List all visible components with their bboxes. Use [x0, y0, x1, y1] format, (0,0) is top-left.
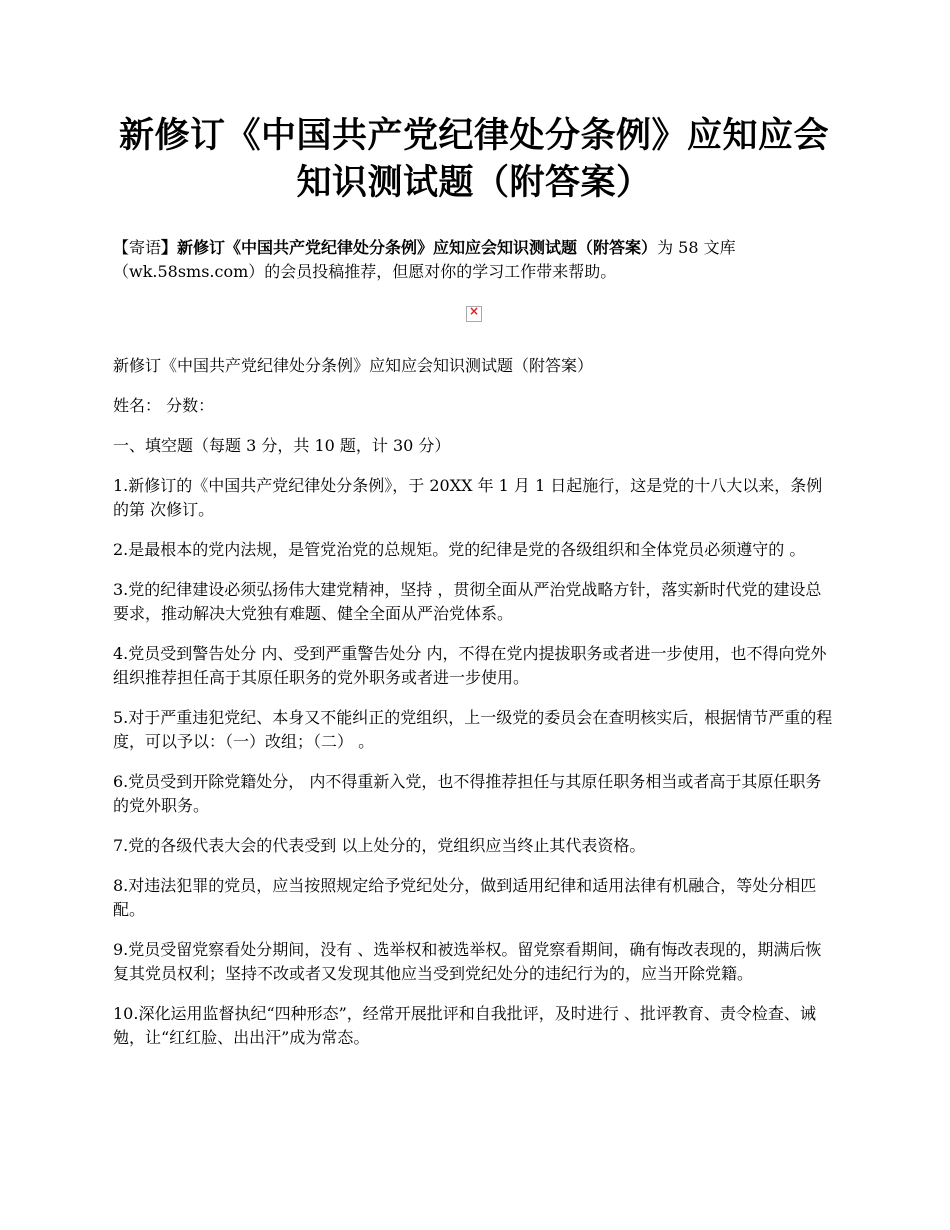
intro-label: 寄语 [129, 238, 162, 257]
intro-text: 为 58 文库（wk.58sms.com）的会员投稿推荐，但愿对你的学习工作带来帮助。 [113, 238, 736, 281]
question-1: 1.新修订的《中国共产党纪律处分条例》，于 20XX 年 1 月 1 日起施行，这是党的十八大以来，条例的第 次修订。 [113, 476, 823, 519]
subtitle: 新修订《中国共产党纪律处分条例》应知应会知识测试题（附答案） [113, 356, 594, 375]
question-7: 7.党的各级代表大会的代表受到 以上处分的，党组织应当终止其代表资格。 [113, 836, 646, 855]
question-6: 6.党员受到开除党籍处分， 内不得重新入党，也不得推荐担任与其原任职务相当或者高于其原任职务的党外职务。 [113, 772, 822, 815]
question-8: 8.对违法犯罪的党员，应当按照规定给予党纪处分，做到适用纪律和适用法律有机融合，等处分相匹配。 [113, 876, 817, 919]
section-heading: 一、填空题（每题 3 分，共 10 题，计 30 分） [113, 436, 451, 455]
question-10: 10.深化运用监督执纪“四种形态”，经常开展批评和自我批评，及时进行 、批评教育、责令检查、诫勉，让“红红脸、出出汗”成为常态。 [113, 1004, 816, 1047]
document-page [113, 0, 835, 1050]
intro-paragraph [113, 236, 835, 284]
question-4: 4.党员受到警告处分 内、受到严重警告处分 内，不得在党内提拔职务或者进一步使用，也不得向党外组织推荐担任高于其原任职务的党外职务或者进一步使用。 [113, 644, 827, 687]
question-2: 2.是最根本的党内法规，是管党治党的总规矩。党的纪律是党的各级组织和全体党员必须遵守的 。 [113, 540, 806, 559]
question-9: 9.党员受留党察看处分期间，没有 、选举权和被选举权。留党察看期间，确有悔改表现的，期满后恢复其党员权利；坚持不改或者又发现其他应当受到党纪处分的违纪行为的，应当开除党籍。 [113, 940, 822, 983]
document-title: 新修订《中国共产党纪律处分条例》应知应会知识测试题（附答案） [118, 115, 829, 203]
question-3: 3.党的纪律建设必须弘扬伟大建党精神，坚持 ，贯彻全面从严治党战略方针，落实新时代党的建设总要求，推动解决大党独有难题、健全全面从严治党体系。 [113, 580, 822, 623]
question-5: 5.对于严重违犯党纪、本身又不能纠正的党组织，上一级党的委员会在查明核实后，根据情节严重的程度，可以予以：（一）改组；（二） 。 [113, 708, 833, 751]
name-score-line: 姓名： 分数： [113, 396, 215, 415]
intro-bracket-open: 【 [113, 238, 130, 257]
broken-image-icon: × [466, 306, 482, 322]
intro-bold-title: 新修订《中国共产党纪律处分条例》应知应会知识测试题（附答案） [177, 238, 658, 257]
intro-bracket-close: 】 [161, 238, 178, 257]
